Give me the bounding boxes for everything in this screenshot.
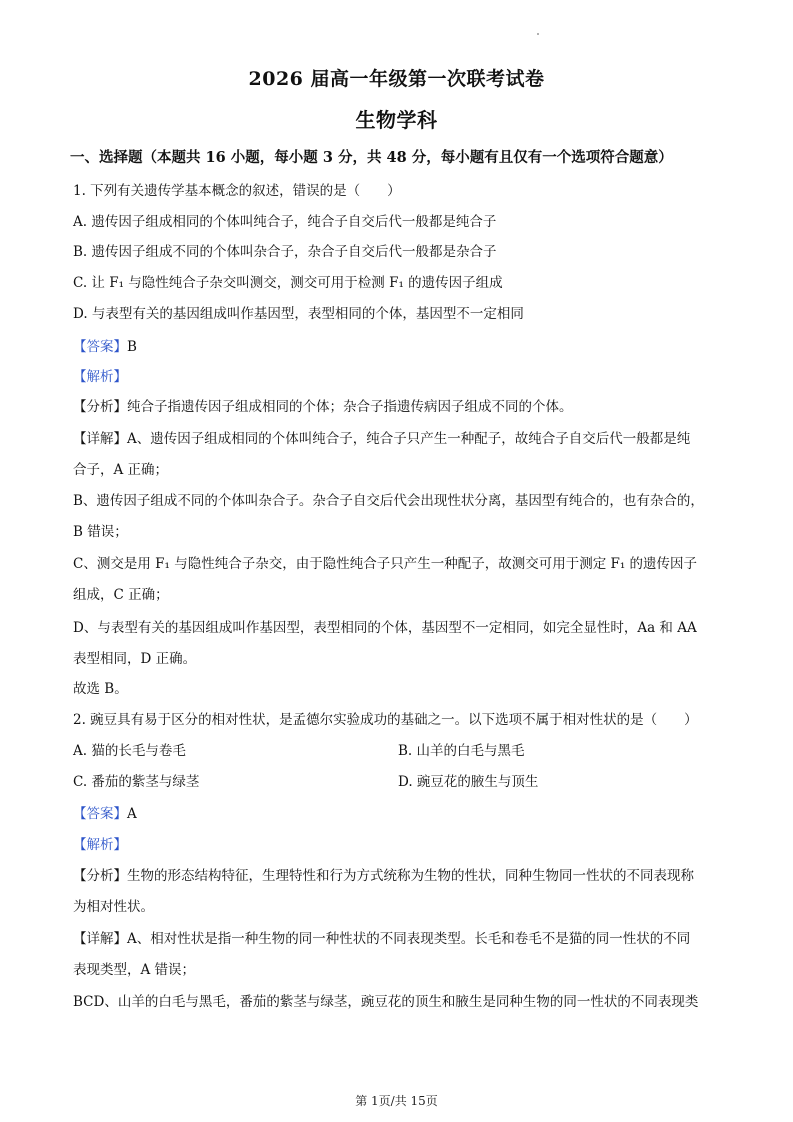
q2-answer [73,804,723,824]
section-heading: 一、选择题（本题共 16 小题，每小题 3 分，共 48 分，每小题有且仅有一个选项符合题意） [70,149,673,166]
q1-detail-line: 合子，A 正确； [73,462,169,478]
q2-stem: 2. 豌豆具有易于区分的相对性状，是孟德尔实验成功的基础之一。以下选项不属于相对性状的是（ ） [73,712,698,728]
exam-title: 2026 届高一年级第一次联考试卷 [248,68,545,90]
q2-option-c: C. 番茄的紫茎与绿茎 [73,774,200,790]
q2-option-a: A. 猫的长毛与卷毛 [73,743,186,759]
detail-text: A、相对性状是指一种生物的同一种性状的不同表现类型。长毛和卷毛不是猫的同一性状的不同 [127,931,691,947]
answer-tag: 【答案】 [73,339,127,355]
q1-option-b: B. 遗传因子组成不同的个体叫杂合子，杂合子自交后代一般都是杂合子 [73,244,497,260]
answer-value: B [127,339,137,355]
q1-option-a: A. 遗传因子组成相同的个体叫纯合子，纯合子自交后代一般都是纯合子 [73,214,497,230]
q1-analysis [73,397,723,417]
q2-detail-line [73,929,723,949]
scan-dot [537,33,539,35]
q2-detail-line: BCD、山羊的白毛与黑毛，番茄的紫茎与绿茎，豌豆花的顶生和腋生是同种生物的同一性状的不同表现类 [73,994,699,1010]
q1-detail-line: B、遗传因子组成不同的个体叫杂合子。杂合子自交后代会出现性状分离，基因型有纯合的，也有杂合的， [73,493,704,509]
q1-detail-line: C、测交是用 F₁ 与隐性纯合子杂交，由于隐性纯合子只产生一种配子，故测交可用于测定 F₁ 的遗传因子 [73,556,698,572]
q1-detail-line [73,429,723,449]
answer-value: A [127,806,137,822]
q1-detail-line: B 错误； [73,524,128,540]
q1-jiexi-tag: 【解析】 [73,369,127,385]
q1-option-d: D. 与表型有关的基因组成叫作基因型，表型相同的个体，基因型不一定相同 [73,306,524,322]
q2-jiexi-tag: 【解析】 [73,837,127,853]
q1-answer [73,337,723,357]
analysis-text: 生物的形态结构特征，生理特性和行为方式统称为生物的性状，同种生物同一性状的不同表现称 [127,868,694,884]
q1-detail-line: D、与表型有关的基因组成叫作基因型，表型相同的个体，基因型不一定相同，如完全显性时，Aa 和 AA [73,620,697,636]
analysis-tag: 【分析】 [73,868,127,884]
q2-detail-line: 表现类型，A 错误； [73,962,196,978]
q1-conclusion: 故选 B。 [73,681,128,697]
q2-option-b: B. 山羊的白毛与黑毛 [398,743,525,759]
q1-stem: 1. 下列有关遗传学基本概念的叙述，错误的是（ ） [73,183,401,199]
q2-analysis-cont: 为相对性状。 [73,899,154,915]
detail-text: A、遗传因子组成相同的个体叫纯合子，纯合子只产生一种配子，故纯合子自交后代一般都是纯 [127,431,691,447]
analysis-tag: 【分析】 [73,399,127,415]
detail-tag: 【详解】 [73,431,127,447]
q2-analysis [73,866,723,886]
page-number: 第 1页/共 15页 [355,1094,438,1108]
subject-title: 生物学科 [355,108,438,132]
analysis-text: 纯合子指遗传因子组成相同的个体；杂合子指遗传病因子组成不同的个体。 [127,399,573,415]
q1-detail-line: 表型相同，D 正确。 [73,651,197,667]
answer-tag: 【答案】 [73,806,127,822]
q1-detail-line: 组成，C 正确； [73,587,169,603]
detail-tag: 【详解】 [73,931,127,947]
q2-option-d: D. 豌豆花的腋生与顶生 [398,774,539,790]
q1-option-c: C. 让 F₁ 与隐性纯合子杂交叫测交，测交可用于检测 F₁ 的遗传因子组成 [73,275,503,291]
